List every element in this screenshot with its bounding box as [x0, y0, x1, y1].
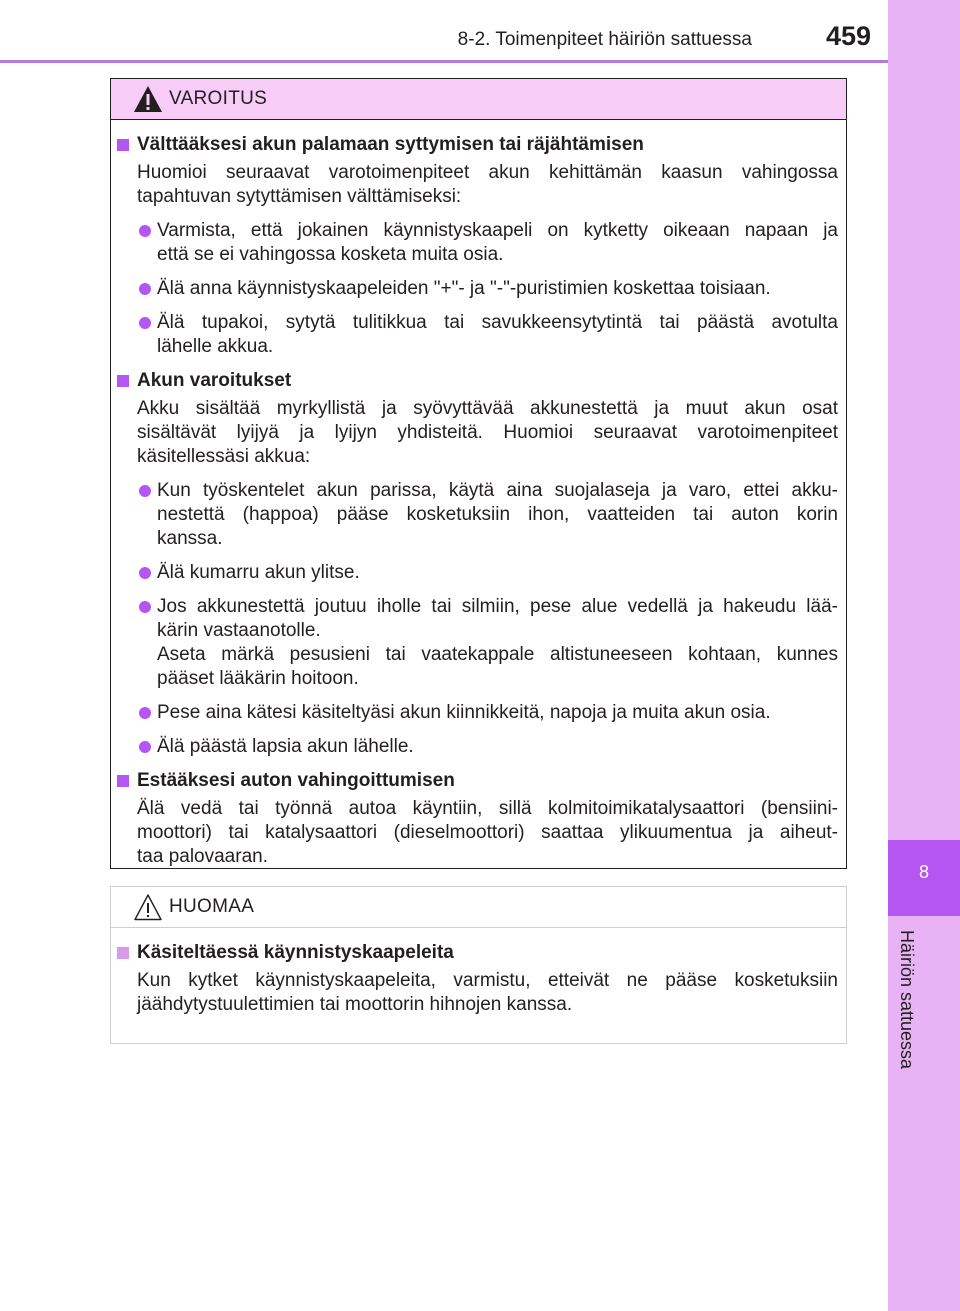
paragraph: Huomioi seuraavat varotoimenpiteet akun kehittämän kaasun vahingossa tapahtuvan sytyttämisen välttämiseksi: — [137, 162, 838, 207]
notice-label: HUOMAA — [169, 896, 255, 917]
round-bullet-icon — [139, 283, 151, 295]
warning-triangle-icon — [133, 85, 163, 113]
round-bullet-icon — [139, 707, 151, 719]
notice-header — [111, 887, 846, 928]
chapter-title: Häiriön sattuessa — [897, 930, 917, 1070]
round-bullet-icon — [139, 485, 151, 497]
square-bullet-icon — [117, 139, 129, 151]
warning-box — [110, 78, 847, 869]
list-item: Kun työskentelet akun parissa, käytä aina suojalaseja ja varo, ettei akku- nestettä (happoa) pääse kosketuksiin ihon, vaatteiden tai auton korin kanssa. — [117, 479, 838, 551]
warning-header — [111, 79, 846, 120]
list-item: Varmista, että jokainen käynnistyskaapeli on kytketty oikeaan napaan ja että se ei vahingossa kosketa muita osia. — [117, 219, 838, 267]
list-item: Älä päästä lapsia akun lähelle. — [117, 735, 838, 759]
square-bullet-icon — [117, 947, 129, 959]
section-title: Käsiteltäessä käynnistyskaapeleita — [117, 941, 838, 965]
chapter-number: 8 — [918, 862, 929, 882]
paragraph: Akku sisältää myrkyllistä ja syövyttävää akkunestettä ja muut akun osat sisältävät lyijyä ja lyijyn yhdisteitä. Huomioi seuraavat varotoimenpiteet käsitellessäsi akkua: — [137, 398, 838, 467]
round-bullet-icon — [139, 567, 151, 579]
paragraph: Kun kytket käynnistyskaapeleita, varmistu, etteivät ne pääse kosketuksiin jäähdytystuulettimien tai moottorin hihnojen kanssa. — [137, 970, 838, 1015]
square-bullet-icon — [117, 775, 129, 787]
chapter-side-tab — [888, 0, 960, 1311]
list-item: Älä tupakoi, sytytä tulitikkua tai savukkeensytytintä tai päästä avotulta lähelle akkua. — [117, 311, 838, 359]
header-rule — [0, 60, 888, 63]
list-item: Älä anna käynnistyskaapeleiden "+"- ja "-"-puristimien koskettaa toisiaan. — [117, 277, 838, 301]
round-bullet-icon — [139, 317, 151, 329]
warning-content — [111, 120, 846, 869]
round-bullet-icon — [139, 741, 151, 753]
section-title: Välttääksesi akun palamaan syttymisen tai räjähtämisen — [117, 133, 838, 157]
square-bullet-icon — [117, 375, 129, 387]
list-item: Älä kumarru akun ylitse. — [117, 561, 838, 585]
list-item: Jos akkunestettä joutuu iholle tai silmiin, pese alue vedellä ja hakeudu lää- kärin vastaanotolle. Aseta märkä pesusieni tai vaatekappale altistuneeseen kohtaan, kunnes pääset lääkärin hoitoon. — [117, 595, 838, 691]
notice-box — [110, 886, 847, 1044]
section-title: Akun varoitukset — [117, 369, 838, 393]
page-number: 459 — [826, 21, 872, 51]
caution-triangle-outline-icon — [133, 893, 163, 921]
running-header-section-title: 8-2. Toimenpiteet häiriön sattuessa — [457, 29, 752, 50]
round-bullet-icon — [139, 601, 151, 613]
notice-content — [111, 928, 846, 1017]
round-bullet-icon — [139, 225, 151, 237]
list-item: Pese aina kätesi käsiteltyäsi akun kiinnikkeitä, napoja ja muita akun osia. — [117, 701, 838, 725]
warning-label: VAROITUS — [169, 88, 268, 109]
paragraph: Älä vedä tai työnnä autoa käyntiin, sillä kolmitoimikatalysaattori (bensiini- moottori) tai katalysaattori (dieselmoottori) saattaa ylikuumentua ja aiheut- taa palovaaran. — [137, 798, 838, 867]
section-title: Estääksesi auton vahingoittumisen — [117, 769, 838, 793]
